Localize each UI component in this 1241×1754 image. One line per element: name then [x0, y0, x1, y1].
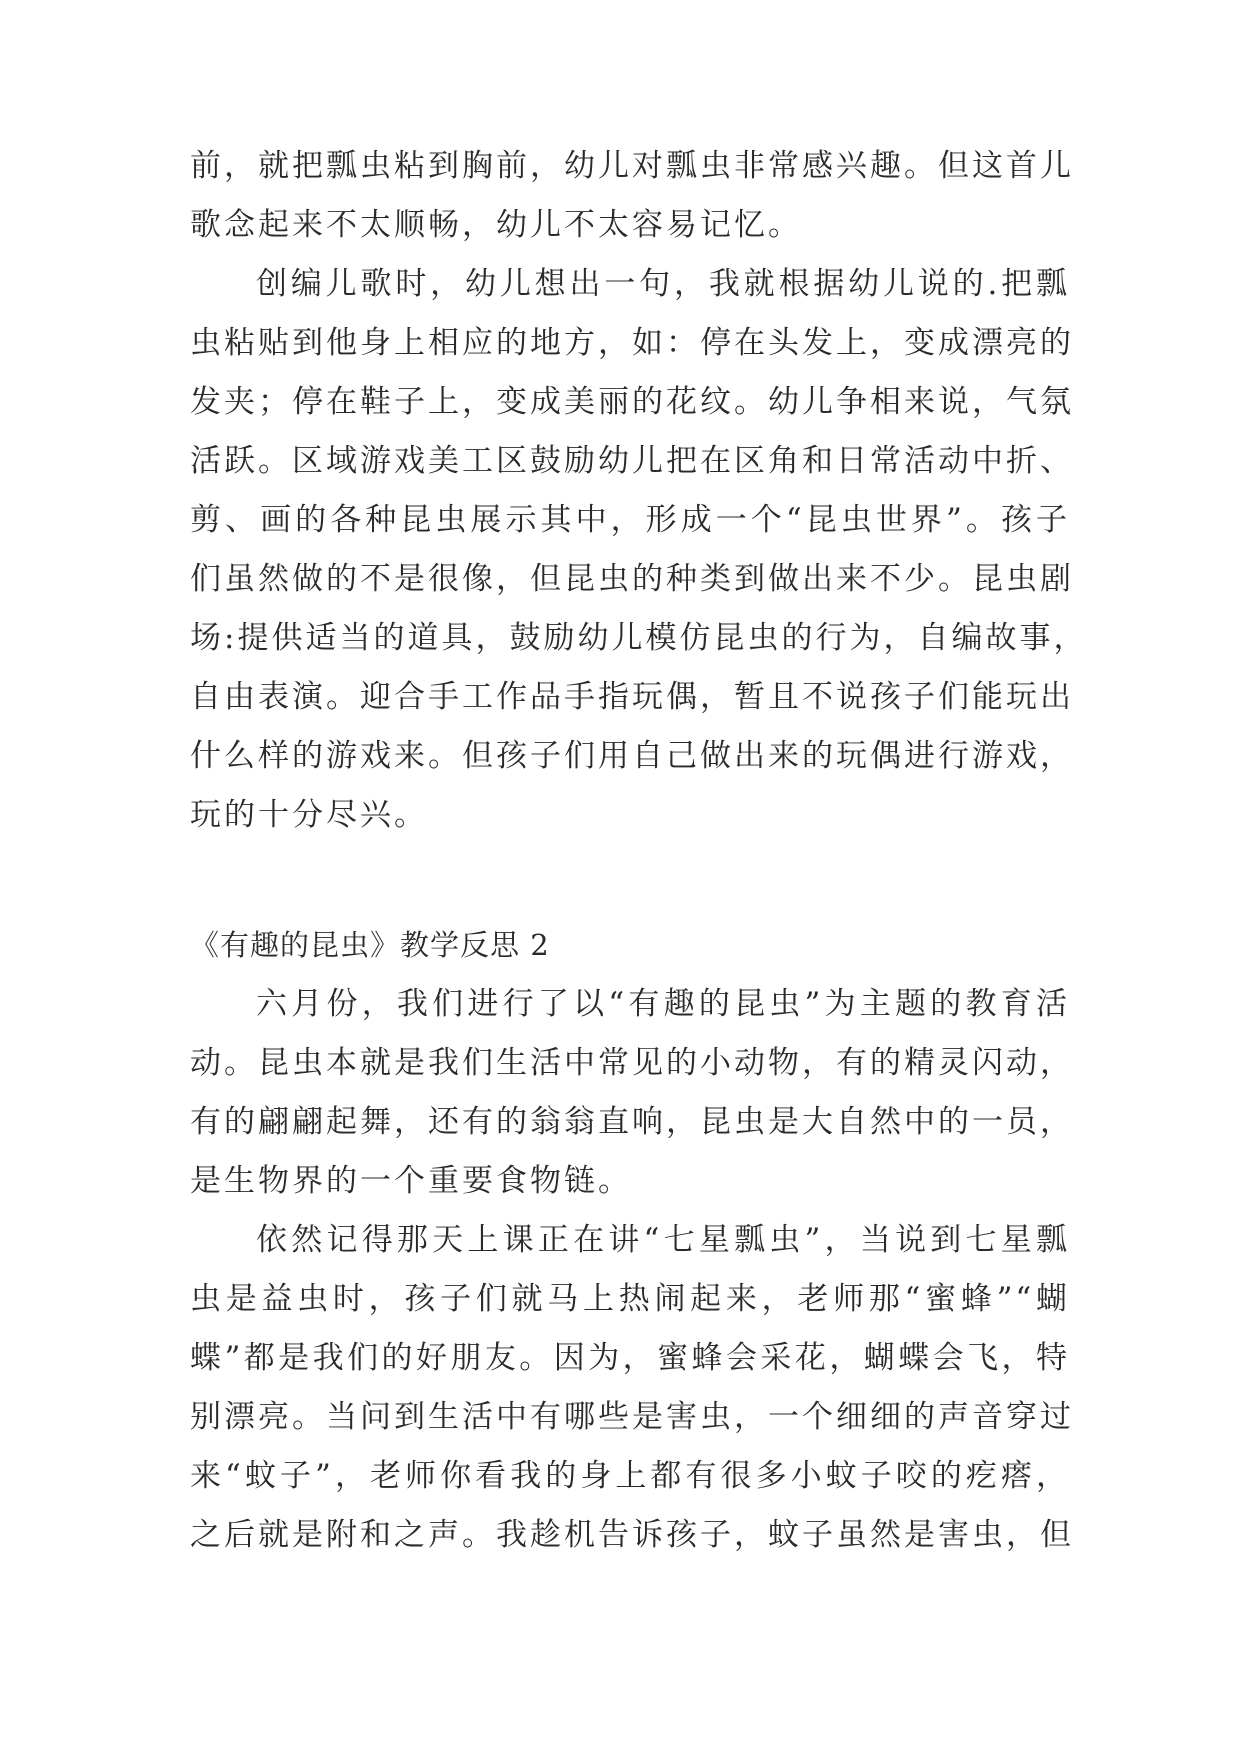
paragraph-line: 之后就是附和之声。我趁机告诉孩子，蚊子虽然是害虫，但: [190, 1517, 1074, 1553]
section1-body: [190, 137, 1088, 845]
paragraph-line: 别漂亮。当问到生活中有哪些是害虫，一个细细的声音穿过: [190, 1399, 1074, 1435]
section-heading: 《有趣的昆虫》教学反思 2: [190, 928, 550, 962]
paragraph-line: 六月份，我们进行了以“有趣的昆虫”为主题的教育活: [256, 986, 1070, 1022]
paragraph-line: 前，就把瓢虫粘到胸前，幼儿对瓢虫非常感兴趣。但这首儿: [190, 148, 1074, 184]
paragraph-line: 动。昆虫本就是我们生活中常见的小动物，有的精灵闪动，: [190, 1045, 1074, 1081]
paragraph-line: 蝶”都是我们的好朋友。因为，蜜蜂会采花，蝴蝶会飞，特: [190, 1340, 1070, 1376]
paragraph-line: 歌念起来不太顺畅，幼儿不太容易记忆。: [190, 207, 802, 243]
section2-body: [190, 975, 1074, 1565]
paragraph-line: 是生物界的一个重要食物链。: [190, 1163, 632, 1199]
paragraph-line: 剪、画的各种昆虫展示其中，形成一个“昆虫世界”。孩子: [190, 502, 1070, 538]
paragraph-line: 场:提供适当的道具，鼓励幼儿模仿昆虫的行为，自编故事，: [190, 620, 1088, 656]
paragraph-line: 玩的十分尽兴。: [190, 797, 428, 833]
paragraph-line: 依然记得那天上课正在讲“七星瓢虫”，当说到七星瓢: [256, 1222, 1070, 1258]
paragraph-line: 发夹；停在鞋子上，变成美丽的花纹。幼儿争相来说，气氛: [190, 384, 1074, 420]
paragraph-line: 来“蚊子”，老师你看我的身上都有很多小蚊子咬的疙瘩，: [190, 1458, 1070, 1494]
paragraph-line: 虫粘贴到他身上相应的地方，如：停在头发上，变成漂亮的: [190, 325, 1074, 361]
paragraph-line: 什么样的游戏来。但孩子们用自己做出来的玩偶进行游戏，: [190, 738, 1074, 774]
paragraph-line: 有的翩翩起舞，还有的翁翁直响，昆虫是大自然中的一员，: [190, 1104, 1074, 1140]
paragraph-line: 活跃。区域游戏美工区鼓励幼儿把在区角和日常活动中折、: [190, 443, 1074, 479]
paragraph-line: 虫是益虫时，孩子们就马上热闹起来，老师那“蜜蜂”“蝴: [190, 1281, 1070, 1317]
paragraph-line: 创编儿歌时，幼儿想出一句，我就根据幼儿说的.把瓢: [256, 266, 1070, 302]
paragraph-line: 自由表演。迎合手工作品手指玩偶，暂且不说孩子们能玩出: [190, 679, 1074, 715]
paragraph-line: 们虽然做的不是很像，但昆虫的种类到做出来不少。昆虫剧: [190, 561, 1074, 597]
